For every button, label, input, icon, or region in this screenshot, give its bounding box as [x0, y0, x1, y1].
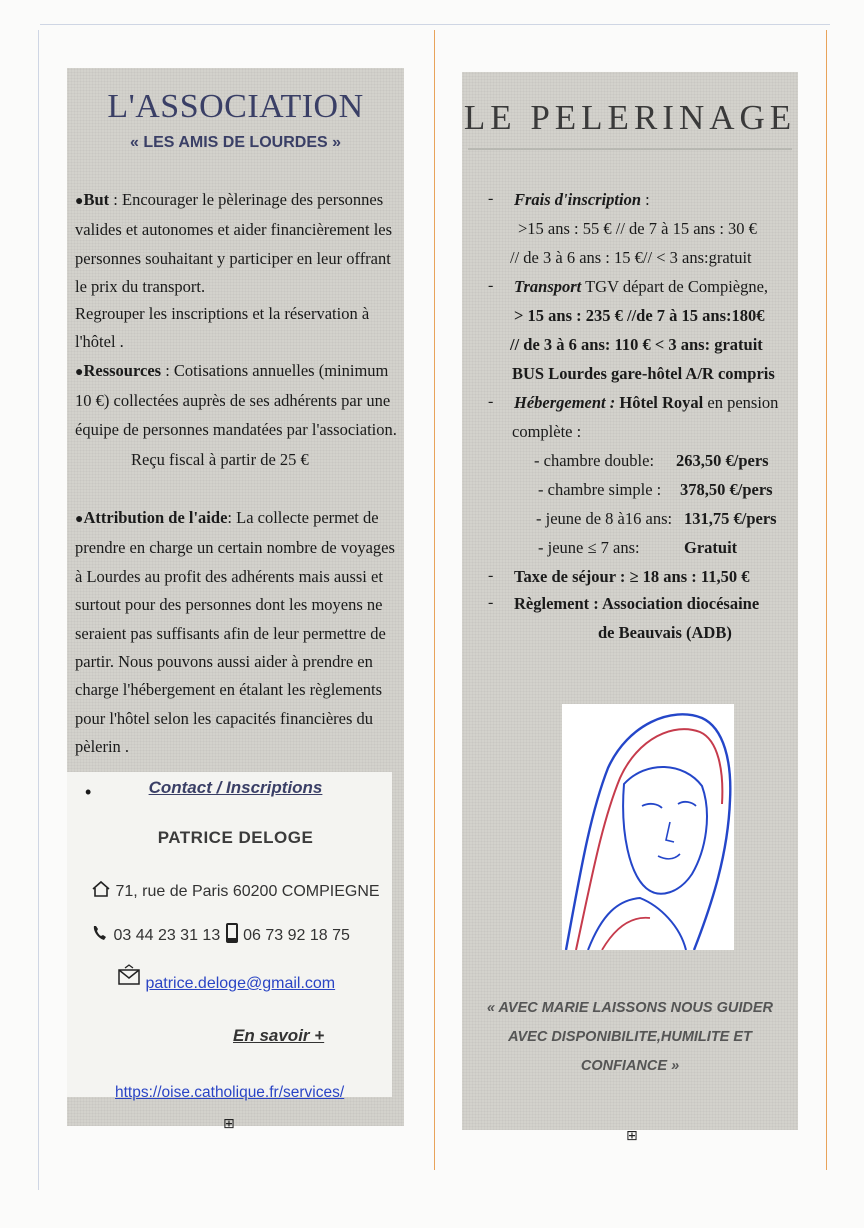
- ressources-text: : Cotisations annuelles (minimum 10 €) collectées auprès de ses adhérents par une équipe de personnes mandatées par l'association.: [75, 361, 397, 439]
- top-scan-edge: [40, 24, 830, 25]
- frais-colon: :: [641, 190, 650, 209]
- dash-bullet: -: [488, 277, 494, 294]
- contact-title: Contact / Inscriptions: [148, 778, 323, 797]
- frais-heading: [514, 190, 650, 210]
- hebergement-line-2: complète :: [512, 422, 582, 441]
- dash-bullet: -: [488, 567, 494, 584]
- pelerinage-title: LE PELERINAGE: [463, 98, 797, 137]
- bullet-dot-icon: ●: [75, 194, 84, 209]
- phone-line: [91, 922, 350, 945]
- room-price: 378,50 €/pers: [680, 480, 773, 499]
- attribution-label: Attribution de l'aide: [83, 508, 228, 527]
- email-link[interactable]: patrice.deloge@gmail.com: [145, 975, 336, 992]
- frais-line-1: >15 ans : 55 € // de 7 à 15 ans : 30 €: [518, 219, 757, 238]
- dash-bullet: -: [488, 393, 494, 410]
- room-label: - chambre simple :: [538, 480, 662, 499]
- but-label: But: [83, 190, 110, 209]
- hebergement-label: Hébergement :: [514, 393, 616, 412]
- frais-label: Frais d'inscription: [514, 190, 641, 209]
- dash-bullet: -: [488, 594, 494, 611]
- en-savoir-plus-link[interactable]: En savoir +: [233, 1026, 325, 1045]
- website-link[interactable]: https://oise.catholique.fr/services/: [115, 1084, 345, 1101]
- but-paragraph: [75, 186, 403, 302]
- virgin-mary-icon: [562, 704, 734, 950]
- phone-icon: [91, 924, 109, 942]
- transport-line-3: BUS Lourdes gare-hôtel A/R compris: [512, 364, 775, 383]
- frais-line-2: // de 3 à 6 ans : 15 €// < 3 ans:gratuit: [510, 248, 752, 267]
- bullet-dot-icon: ●: [75, 512, 84, 527]
- quote-line-3: CONFIANCE »: [580, 1058, 680, 1074]
- dash-bullet: -: [488, 190, 494, 207]
- association-panel: [67, 68, 404, 1132]
- phone-mobile[interactable]: 06 73 92 18 75: [243, 927, 350, 944]
- recu-fiscal: Reçu fiscal à partir de 25 €: [131, 450, 309, 469]
- title-divider: [468, 148, 792, 150]
- reglement-line-2: de Beauvais (ADB): [598, 623, 732, 642]
- right-fold-line: [826, 30, 827, 1170]
- transport-label: Transport: [514, 277, 582, 296]
- email-icon: [117, 964, 141, 986]
- fold-line: [434, 30, 435, 1170]
- association-title: L'ASSOCIATION: [107, 88, 364, 125]
- regroup-paragraph: Regrouper les inscriptions et la réservation à l'hôtel .: [75, 304, 370, 352]
- transport-heading: [514, 277, 768, 297]
- room-label: - jeune de 8 à16 ans:: [536, 509, 673, 528]
- email-line: [117, 964, 335, 993]
- ressources-label: Ressources: [83, 361, 162, 380]
- room-price: 263,50 €/pers: [676, 451, 769, 470]
- room-label: - jeune ≤ 7 ans:: [538, 538, 640, 557]
- transport-line-1: > 15 ans : 235 € //de 7 à 15 ans:180€: [514, 306, 765, 325]
- address-line: [91, 880, 380, 901]
- room-price: Gratuit: [684, 538, 738, 557]
- attribution-text: : La collecte permet de prendre en charge un certain nombre de voyages à Lourdes au profit des adhérents mais aussi et surtout pour des personnes dont les moyens ne seraient pas suffisants afin de leur permettre de partir. Nous pouvons aussi aider à prendre en charge l'hébergement en étalant les règlements pour l'hôtel selon les capacités financières du pèlerin .: [75, 508, 395, 757]
- room-price: 131,75 €/pers: [684, 509, 777, 528]
- mobile-phone-icon: [225, 922, 239, 944]
- taxe-sejour: Taxe de séjour : ≥ 18 ans : 11,50 €: [514, 567, 750, 586]
- contact-name: PATRICE DELOGE: [157, 828, 314, 847]
- quote-line-1: « AVEC MARIE LAISSONS NOUS GUIDER: [486, 1000, 773, 1016]
- ressources-paragraph: [75, 357, 403, 444]
- plus-box-icon: ⊞: [223, 1116, 235, 1132]
- left-scan-edge: [38, 30, 39, 1190]
- transport-line-2: // de 3 à 6 ans: 110 € < 3 ans: gratuit: [510, 335, 763, 354]
- pelerinage-panel: [462, 72, 798, 1144]
- hebergement-text: en pension: [703, 393, 779, 412]
- hotel-name: Hôtel Royal: [615, 393, 704, 412]
- quote-line-2: AVEC DISPONIBILITE,HUMILITE ET: [508, 1029, 752, 1045]
- virgin-mary-drawing: [562, 704, 734, 950]
- room-label: - chambre double:: [534, 451, 655, 470]
- but-text: : Encourager le pèlerinage des personnes valides et autonomes et aider financièrement les personnes souhaitant y participer en leur offrant le prix du transport.: [75, 190, 393, 297]
- attribution-paragraph: [75, 504, 403, 762]
- phone-landline[interactable]: 03 44 23 31 13: [113, 927, 221, 944]
- reglement-line-1: Règlement : Association diocésaine: [514, 594, 760, 613]
- bullet-dot-icon: ●: [75, 365, 84, 380]
- association-subtitle: « LES AMIS DE LOURDES »: [130, 134, 341, 151]
- contact-bullet: •: [85, 782, 92, 802]
- transport-text: TGV départ de Compiègne,: [581, 277, 769, 296]
- hebergement-heading: [514, 393, 778, 413]
- address-text: 71, rue de Paris 60200 COMPIEGNE: [115, 883, 380, 900]
- home-icon: [91, 880, 111, 898]
- plus-box-icon: ⊞: [626, 1128, 638, 1144]
